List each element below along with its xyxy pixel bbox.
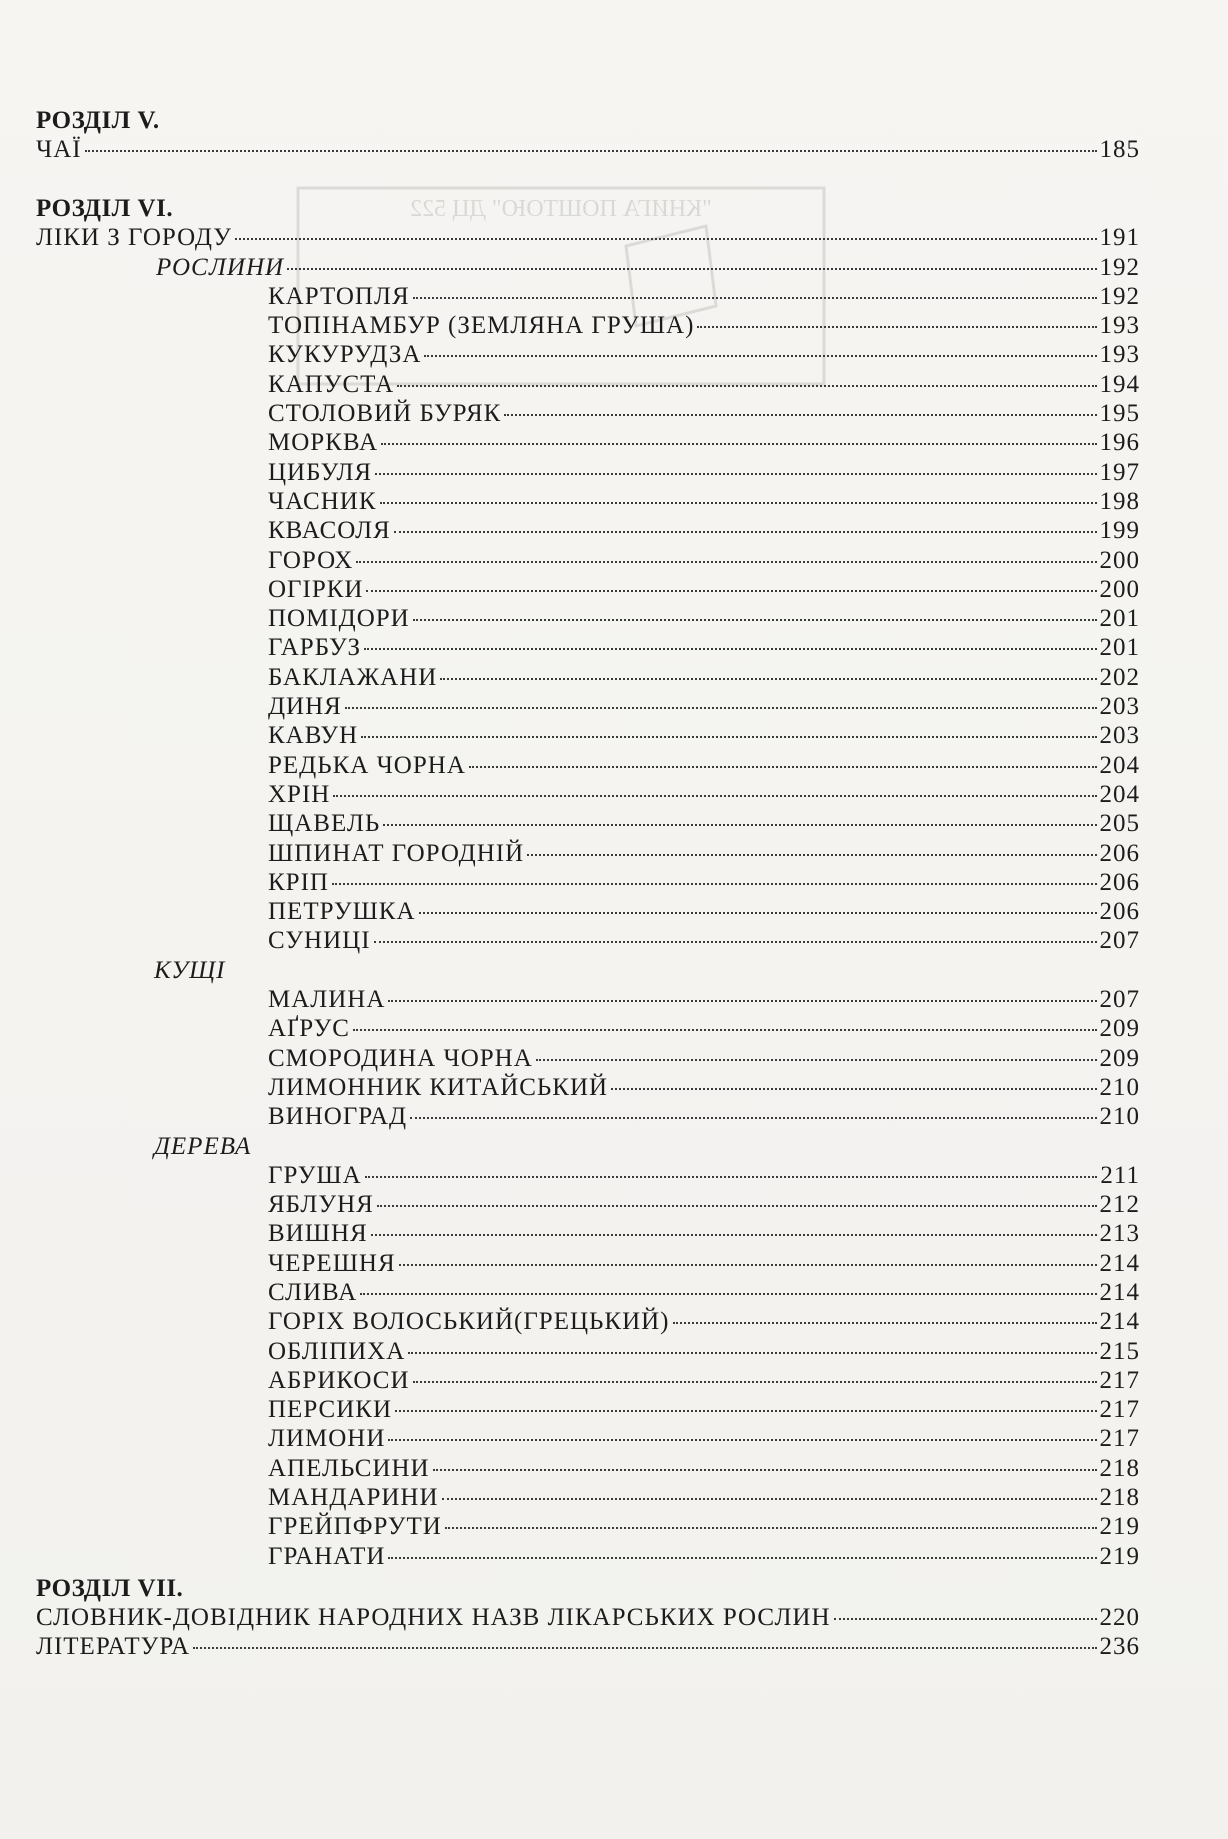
dot-leader	[395, 1410, 1097, 1412]
dot-leader	[287, 268, 1096, 270]
entry-title: ПЕРСИКИ	[268, 1396, 392, 1424]
entry-title: МАЛИНА	[268, 986, 386, 1014]
group-label: РОСЛИНИ	[156, 253, 285, 281]
dot-leader	[366, 590, 1096, 592]
dot-leader	[440, 678, 1096, 680]
dot-leader	[445, 1527, 1097, 1529]
dot-leader	[85, 150, 1097, 152]
dot-leader	[388, 1000, 1096, 1002]
entry-page: 185	[1099, 136, 1140, 163]
entry-title: СЛИВА	[268, 1278, 358, 1306]
entry-page: 194	[1099, 370, 1140, 398]
entry-title: ЦИБУЛЯ	[268, 458, 373, 486]
dot-leader	[469, 766, 1097, 768]
entry-page: 193	[1099, 312, 1140, 340]
entry-title: СЛОВНИК-ДОВІДНИК НАРОДНИХ НАЗВ ЛІКАРСЬКИХ РОСЛИН	[36, 1603, 831, 1631]
entry-title: ГРЕЙПФРУТИ	[268, 1513, 442, 1541]
entry-page: 191	[1099, 224, 1140, 252]
toc-entry[interactable]	[36, 1603, 1140, 1632]
dot-leader	[442, 1498, 1097, 1500]
toc-entry[interactable]	[36, 868, 1140, 897]
toc-entry[interactable]	[36, 487, 1140, 516]
entry-title: ОБЛІПИХА	[268, 1337, 406, 1365]
dot-leader	[388, 1439, 1096, 1441]
dot-leader	[388, 1557, 1096, 1559]
toc-entry[interactable]	[36, 663, 1140, 692]
dot-leader	[361, 736, 1096, 738]
toc-entry[interactable]	[36, 721, 1140, 750]
entry-title: ЧАСНИК	[268, 487, 377, 515]
toc-entry[interactable]	[36, 1014, 1140, 1043]
entry-title: КВАСОЛЯ	[268, 517, 391, 545]
entry-page: 207	[1099, 927, 1140, 955]
toc-entry[interactable]	[36, 1512, 1140, 1541]
group-items-bushes	[36, 985, 1140, 1131]
entry-page: 214	[1099, 1278, 1140, 1306]
toc-entry[interactable]	[36, 926, 1140, 955]
dot-leader	[536, 1059, 1097, 1061]
toc-entry[interactable]	[36, 516, 1140, 545]
entry-title: ГОРІХ ВОЛОСЬКИЙ(ГРЕЦЬКИЙ)	[268, 1308, 670, 1336]
entry-page: 192	[1099, 282, 1140, 310]
toc-entry[interactable]	[36, 633, 1140, 662]
toc-entry[interactable]	[36, 1424, 1140, 1453]
dot-leader	[673, 1322, 1097, 1324]
entry-page: 206	[1099, 898, 1140, 926]
toc-entry[interactable]	[36, 1044, 1140, 1073]
toc-entry[interactable]	[36, 1366, 1140, 1395]
toc-entry[interactable]	[36, 809, 1140, 838]
entry-title: ШПИНАТ ГОРОДНІЙ	[268, 839, 525, 867]
entry-title: КРІП	[268, 868, 329, 896]
dot-leader	[345, 707, 1097, 709]
entry-page: 217	[1099, 1396, 1140, 1424]
dot-leader	[360, 1293, 1096, 1295]
toc-entry[interactable]	[36, 897, 1140, 926]
toc-entry[interactable]	[36, 1307, 1140, 1336]
toc-entry[interactable]	[36, 399, 1140, 428]
dot-leader	[433, 1469, 1097, 1471]
entry-page: 201	[1099, 634, 1140, 662]
toc-entry[interactable]	[36, 1337, 1140, 1366]
entry-title: ОГІРКИ	[268, 575, 364, 603]
entry-title: СМОРОДИНА ЧОРНА	[268, 1044, 533, 1072]
dot-leader	[834, 1618, 1097, 1620]
toc-entry[interactable]	[36, 311, 1140, 340]
entry-title: КАВУН	[268, 722, 359, 750]
entry-page: 219	[1099, 1542, 1140, 1570]
entry-page: 215	[1099, 1337, 1140, 1365]
entry-page: 209	[1099, 1015, 1140, 1043]
group-items-plants	[36, 282, 1140, 956]
entry-title: ЛИМОНИ	[268, 1425, 386, 1453]
dot-leader	[371, 1234, 1097, 1236]
entry-page: 213	[1099, 1220, 1140, 1248]
toc-entry[interactable]	[36, 575, 1140, 604]
entry-page: 220	[1099, 1603, 1140, 1631]
entry-page: 197	[1099, 458, 1140, 486]
entry-page: 214	[1099, 1249, 1140, 1277]
entry-title: ЩАВЕЛЬ	[268, 810, 381, 838]
entry-title: ЧАЇ	[36, 136, 82, 163]
toc-entry[interactable]	[36, 1395, 1140, 1424]
entry-title: ЯБЛУНЯ	[268, 1191, 374, 1219]
group-label: КУЩІ	[154, 956, 226, 984]
entry-title: КАРТОПЛЯ	[268, 282, 410, 310]
dot-leader	[527, 854, 1096, 856]
entry-title: ВИНОГРАД	[268, 1103, 408, 1131]
entry-page: 193	[1099, 341, 1140, 369]
section-heading: РОЗДІЛ V.	[36, 107, 160, 134]
entry-page: 207	[1099, 986, 1140, 1014]
entry-title: ПОМІДОРИ	[268, 605, 410, 633]
entry-title: ПЕТРУШКА	[268, 898, 416, 926]
entry-page: 204	[1099, 780, 1140, 808]
entry-page: 218	[1099, 1484, 1140, 1512]
dot-leader	[364, 648, 1096, 650]
entry-page: 206	[1099, 839, 1140, 867]
dot-leader	[419, 912, 1097, 914]
toc-entry[interactable]	[36, 1102, 1140, 1131]
dot-leader	[408, 1352, 1096, 1354]
entry-page: 210	[1099, 1103, 1140, 1131]
entry-page: 195	[1099, 400, 1140, 428]
toc-entry[interactable]	[36, 692, 1140, 721]
entry-page: 199	[1099, 517, 1140, 545]
entry-page: 218	[1099, 1454, 1140, 1482]
toc-entry[interactable]	[36, 1073, 1140, 1102]
dot-leader	[356, 561, 1096, 563]
entry-title: СУНИЦІ	[268, 927, 371, 955]
dot-leader	[697, 326, 1096, 328]
dot-leader	[235, 238, 1097, 240]
entry-page: 217	[1099, 1366, 1140, 1394]
dot-leader	[377, 1205, 1097, 1207]
toc-group-entry[interactable]	[36, 253, 1140, 282]
entry-page: 192	[1099, 253, 1140, 281]
entry-title: РЕДЬКА ЧОРНА	[268, 751, 466, 779]
dot-leader	[333, 795, 1096, 797]
toc-entry[interactable]	[36, 546, 1140, 575]
toc-entry[interactable]	[36, 1454, 1140, 1483]
dot-leader	[397, 385, 1096, 387]
dot-leader	[399, 1264, 1097, 1266]
entry-title: ЛИМОННИК КИТАЙСЬКИЙ	[268, 1073, 609, 1101]
entry-page: 217	[1099, 1425, 1140, 1453]
dot-leader	[380, 502, 1097, 504]
entry-page: 211	[1100, 1161, 1140, 1189]
toc-entry[interactable]	[36, 1632, 1140, 1661]
dot-leader	[365, 1176, 1098, 1178]
dot-leader	[413, 297, 1097, 299]
entry-page: 219	[1099, 1513, 1140, 1541]
toc-entry[interactable]	[36, 223, 1140, 252]
entry-title: МАНДАРИНИ	[268, 1484, 439, 1512]
table-of-contents	[36, 106, 1140, 1662]
entry-title: АПЕЛЬСИНИ	[268, 1454, 430, 1482]
entry-page: 236	[1099, 1633, 1140, 1661]
toc-entry[interactable]	[36, 282, 1140, 311]
entry-title: ТОПІНАМБУР (ЗЕМЛЯНА ГРУША)	[268, 312, 695, 340]
entry-page: 203	[1099, 693, 1140, 721]
group-items-trees	[36, 1161, 1140, 1571]
dot-leader	[193, 1647, 1096, 1649]
toc-entry[interactable]	[36, 370, 1140, 399]
entry-title: ЛІКИ З ГОРОДУ	[36, 224, 232, 252]
entry-page: 212	[1099, 1191, 1140, 1219]
toc-entry[interactable]	[36, 1483, 1140, 1512]
dot-leader	[353, 1029, 1097, 1031]
dot-leader	[413, 619, 1097, 621]
toc-entry[interactable]	[36, 985, 1140, 1014]
entry-title: КУКУРУДЗА	[268, 341, 422, 369]
toc-entry[interactable]	[36, 1190, 1140, 1219]
entry-title: ДИНЯ	[268, 693, 342, 721]
dot-leader	[383, 824, 1096, 826]
entry-page: 200	[1099, 546, 1140, 574]
entry-title: СТОЛОВИЙ БУРЯК	[268, 400, 502, 428]
section-heading: РОЗДІЛ VII.	[36, 1574, 184, 1602]
entry-page: 203	[1099, 722, 1140, 750]
entry-title: АҐРУС	[268, 1015, 350, 1043]
dot-leader	[394, 531, 1097, 533]
entry-page: 196	[1099, 429, 1140, 457]
toc-entry[interactable]	[36, 604, 1140, 633]
dot-leader	[424, 355, 1096, 357]
entry-title: ЧЕРЕШНЯ	[268, 1249, 396, 1277]
toc-entry[interactable]	[36, 428, 1140, 457]
entry-title: ГОРОХ	[268, 546, 354, 574]
dot-leader	[504, 414, 1096, 416]
toc-entry[interactable]	[36, 1161, 1140, 1190]
entry-page: 210	[1099, 1073, 1140, 1101]
entry-page: 209	[1099, 1044, 1140, 1072]
dot-leader	[332, 883, 1097, 885]
toc-entry[interactable]	[36, 458, 1140, 487]
toc-entry[interactable]	[36, 1278, 1140, 1307]
entry-title: ГРАНАТИ	[268, 1542, 386, 1570]
entry-title: ГРУША	[268, 1161, 362, 1189]
entry-title: ВИШНЯ	[268, 1220, 368, 1248]
toc-entry[interactable]	[36, 340, 1140, 369]
toc-entry[interactable]	[36, 1249, 1140, 1278]
entry-title: МОРКВА	[268, 429, 379, 457]
entry-page: 214	[1099, 1308, 1140, 1336]
group-label: ДЕРЕВА	[154, 1132, 252, 1160]
dot-leader	[374, 941, 1097, 943]
stamp-text: "КНИГА ПОШТОЮ" ДЦ 522	[410, 196, 712, 222]
entry-page: 200	[1099, 575, 1140, 603]
toc-entry[interactable]	[36, 135, 1140, 164]
entry-page: 201	[1099, 605, 1140, 633]
entry-page: 204	[1099, 751, 1140, 779]
entry-page: 202	[1099, 663, 1140, 691]
entry-page: 198	[1099, 487, 1140, 515]
dot-leader	[413, 1381, 1097, 1383]
toc-entry[interactable]	[36, 780, 1140, 809]
dot-leader	[381, 443, 1096, 445]
entry-title: ХРІН	[268, 780, 331, 808]
dot-leader	[375, 473, 1096, 475]
toc-entry[interactable]	[36, 1219, 1140, 1248]
toc-entry[interactable]	[36, 839, 1140, 868]
section-heading: РОЗДІЛ VI.	[36, 195, 174, 223]
entry-page: 206	[1099, 868, 1140, 896]
entry-title: КАПУСТА	[268, 370, 395, 398]
dot-leader	[611, 1088, 1096, 1090]
entry-title: АБРИКОСИ	[268, 1366, 410, 1394]
toc-entry[interactable]	[36, 751, 1140, 780]
entry-title: БАКЛАЖАНИ	[268, 663, 438, 691]
entry-page: 205	[1099, 810, 1140, 838]
toc-entry[interactable]	[36, 1542, 1140, 1571]
entry-title: ЛІТЕРАТУРА	[36, 1633, 191, 1661]
entry-title: ГАРБУЗ	[268, 634, 362, 662]
dot-leader	[410, 1117, 1096, 1119]
